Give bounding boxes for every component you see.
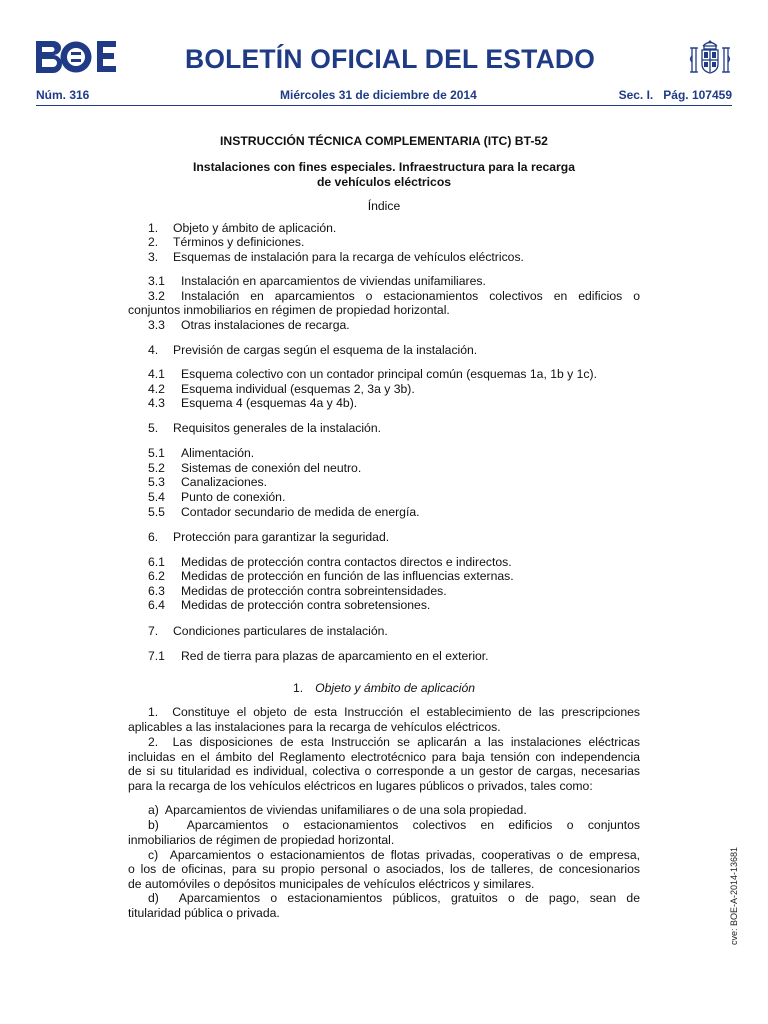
paragraph-line: de si su titularidad es individual, colectiva o corresponde a un gestor de cargas, necesarias <box>128 764 640 778</box>
paragraph-line: 1. Constituye el objeto de esta Instrucción el establecimiento de las prescripciones <box>148 705 640 719</box>
index-heading: Índice <box>367 199 401 213</box>
index-entry: 5.5 Contador secundario de medida de energía. <box>148 505 420 519</box>
index-entry: 4.1 Esquema colectivo con un contador principal común (esquemas 1a, 1b y 1c). <box>148 367 597 381</box>
document-subtitle-line: de vehículos eléctricos <box>316 175 452 189</box>
document-title: INSTRUCCIÓN TÉCNICA COMPLEMENTARIA (ITC) BT-52 <box>220 134 548 148</box>
journal-title: BOLETÍN OFICIAL DEL ESTADO <box>185 44 596 74</box>
index-entry: 3. Esquemas de instalación para la recarga de vehículos eléctricos. <box>148 250 524 264</box>
index-entry: 5.3 Canalizaciones. <box>148 475 268 489</box>
index-entry: 5.2 Sistemas de conexión del neutro. <box>148 461 362 475</box>
index-entry: 2. Términos y definiciones. <box>148 235 305 249</box>
index-entry: 7. Condiciones particulares de instalación. <box>148 624 388 638</box>
list-item-line: b) Aparcamientos o estacionamientos colectivos en edificios o conjuntos <box>148 818 640 832</box>
list-item-line: titularidad pública o privada. <box>128 906 280 920</box>
list-item-line: c) Aparcamientos o estacionamientos de flotas privadas, cooperativas o de empresa, <box>148 848 640 862</box>
index-entry: 3.3 Otras instalaciones de recarga. <box>148 318 350 332</box>
paragraph-line: incluidas en el ámbito del Reglamento electrotécnico para baja tensión con independencia <box>128 750 640 764</box>
index-entry: 5.1 Alimentación. <box>148 446 255 460</box>
index-entry: 7.1 Red de tierra para plazas de aparcamiento en el exterior. <box>148 649 489 663</box>
cve-identifier: cve: BOE-A-2014-13681 <box>729 846 739 945</box>
header-divider <box>36 105 732 106</box>
list-item-line: inmobiliarios de régimen de propiedad horizontal. <box>128 833 395 847</box>
index-entry: 6.2 Medidas de protección en función de las influencias externas. <box>148 569 514 583</box>
index-entry: 1. Objeto y ámbito de aplicación. <box>148 221 337 235</box>
index-entry: 4. Previsión de cargas según el esquema de la instalación. <box>148 343 478 357</box>
index-entry: 6.4 Medidas de protección contra sobretensiones. <box>148 598 431 612</box>
boe-logo <box>36 40 116 74</box>
coat-of-arms-icon <box>688 36 732 80</box>
paragraph-line: aplicables a las instalaciones para la recarga de vehículos eléctricos. <box>128 720 501 734</box>
index-entry: 3.1 Instalación en aparcamientos de viviendas unifamiliares. <box>148 274 486 288</box>
index-entry: 6.1 Medidas de protección contra contactos directos e indirectos. <box>148 555 512 569</box>
list-item-line: d) Aparcamientos o estacionamientos públicos, gratuitos o de pago, sean de <box>148 891 640 905</box>
paragraph-line: para la recarga de los vehículos eléctricos en lugares públicos o privados, tales como: <box>128 779 593 793</box>
index-entry: 6. Protección para garantizar la seguridad. <box>148 530 390 544</box>
index-entry: 5.4 Punto de conexión. <box>148 490 286 504</box>
paragraph-line: 2. Las disposiciones de esta Instrucción se aplicarán a las instalaciones eléctricas <box>148 735 640 749</box>
index-entry: 6.3 Medidas de protección contra sobreintensidades. <box>148 584 447 598</box>
index-entry-continuation: conjuntos inmobiliarios en régimen de propiedad horizontal. <box>128 303 450 317</box>
section-and-page: Sec. I. Pág. 107459 <box>618 88 732 102</box>
issue-number: Núm. 316 <box>36 88 90 102</box>
index-entry: 3.2 Instalación en aparcamientos o estacionamientos colectivos en edificios o <box>148 289 640 303</box>
document-subtitle-line: Instalaciones con fines especiales. Infraestructura para la recarga <box>192 160 576 174</box>
list-item-line: a) Aparcamientos de viviendas unifamiliares o de una sola propiedad. <box>148 803 527 817</box>
index-entry: 5. Requisitos generales de la instalación. <box>148 421 381 435</box>
list-item-line: o los de oficinas, para su propio personal o asociados, los de talleres, de concesionarios <box>128 862 640 876</box>
index-entry: 4.3 Esquema 4 (esquemas 4a y 4b). <box>148 396 358 410</box>
list-item-line: de automóviles o depósitos municipales de vehículos eléctricos y similares. <box>128 877 535 891</box>
section-heading: 1. Objeto y ámbito de aplicación <box>292 681 476 695</box>
issue-date: Miércoles 31 de diciembre de 2014 <box>280 88 477 102</box>
index-entry: 4.2 Esquema individual (esquemas 2, 3a y 3b). <box>148 382 415 396</box>
